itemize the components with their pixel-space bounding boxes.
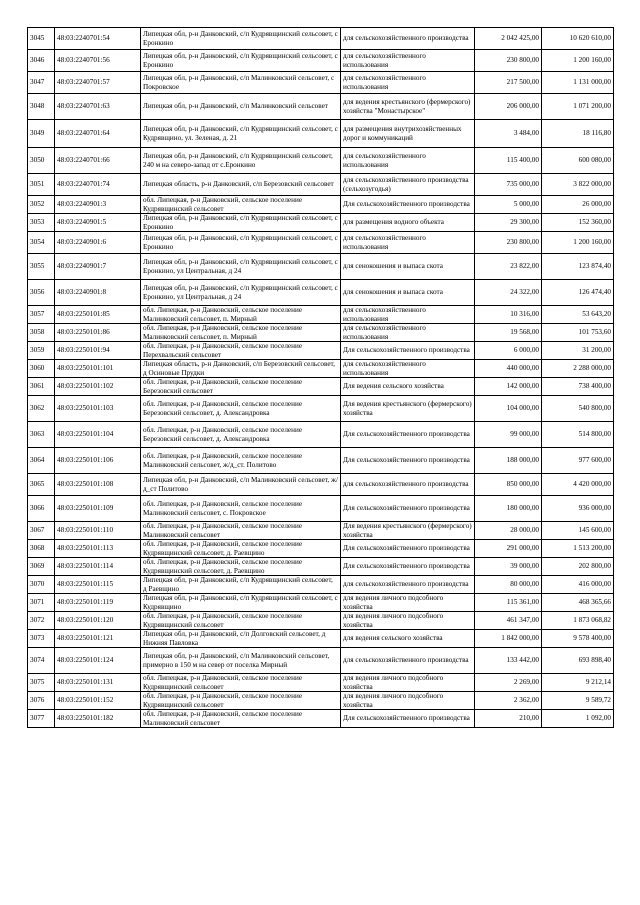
area-cell: 180 000,00 xyxy=(475,496,542,522)
table-body xyxy=(28,28,614,728)
row-number-cell: 3070 xyxy=(28,576,55,594)
row-number-cell: 3045 xyxy=(28,28,55,50)
area-cell: 210,00 xyxy=(475,710,542,728)
table-row xyxy=(28,254,614,280)
permitted-use-cell: для размещения водного объекта xyxy=(341,214,475,232)
permitted-use-cell: для ведения личного подсобного хозяйства xyxy=(341,612,475,630)
cadastral-number-cell: 48:03:2250101:85 xyxy=(55,306,141,324)
row-number-cell: 3046 xyxy=(28,50,55,72)
row-number-cell: 3053 xyxy=(28,214,55,232)
table-row xyxy=(28,196,614,214)
cadastral-value-cell: 1 131 000,00 xyxy=(542,72,614,94)
table-row xyxy=(28,594,614,612)
address-cell: обл. Липецкая, р-н Данковский, сельское поселение Кудрявщинский сельсовет xyxy=(141,612,341,630)
address-cell: Липецкая обл, р-н Данковский, с/п Малинковский сельсовет, с Покровское xyxy=(141,72,341,94)
area-cell: 2 042 425,00 xyxy=(475,28,542,50)
cadastral-number-cell: 48:03:2250101:131 xyxy=(55,674,141,692)
permitted-use-cell: Для сельскохозяйственного производства xyxy=(341,342,475,360)
permitted-use-cell: для сельскохозяйственного использования xyxy=(341,148,475,174)
permitted-use-cell: для сельскохозяйственного использования xyxy=(341,360,475,378)
table-row xyxy=(28,214,614,232)
area-cell: 461 347,00 xyxy=(475,612,542,630)
permitted-use-cell: для сельскохозяйственного производства xyxy=(341,648,475,674)
cadastral-value-cell: 18 116,80 xyxy=(542,120,614,148)
row-number-cell: 3071 xyxy=(28,594,55,612)
address-cell: обл. Липецкая, р-н Данковский, сельское поселение Кудрявщинский сельсовет xyxy=(141,674,341,692)
table-row xyxy=(28,630,614,648)
area-cell: 6 000,00 xyxy=(475,342,542,360)
table-row xyxy=(28,306,614,324)
table-row xyxy=(28,692,614,710)
cadastral-value-cell: 693 898,40 xyxy=(542,648,614,674)
cadastral-value-cell: 600 080,00 xyxy=(542,148,614,174)
row-number-cell: 3066 xyxy=(28,496,55,522)
area-cell: 133 442,00 xyxy=(475,648,542,674)
row-number-cell: 3051 xyxy=(28,174,55,196)
table-row xyxy=(28,422,614,448)
row-number-cell: 3056 xyxy=(28,280,55,306)
address-cell: обл. Липецкая, р-н Данковский, сельское поселение Малинковский сельсовет, ж/д_ст. Политово xyxy=(141,448,341,474)
cadastral-number-cell: 48:03:2250101:94 xyxy=(55,342,141,360)
cadastral-number-cell: 48:03:2240701:64 xyxy=(55,120,141,148)
cadastral-value-cell: 1 200 160,00 xyxy=(542,50,614,72)
row-number-cell: 3048 xyxy=(28,94,55,120)
table-row xyxy=(28,674,614,692)
cadastral-value-cell: 2 288 000,00 xyxy=(542,360,614,378)
permitted-use-cell: для сельскохозяйственного использования xyxy=(341,306,475,324)
table-row xyxy=(28,94,614,120)
table-row xyxy=(28,50,614,72)
area-cell: 29 300,00 xyxy=(475,214,542,232)
row-number-cell: 3049 xyxy=(28,120,55,148)
table-row xyxy=(28,342,614,360)
row-number-cell: 3073 xyxy=(28,630,55,648)
permitted-use-cell: для ведения крестьянского (фермерского) хозяйства "Монастырское" xyxy=(341,94,475,120)
permitted-use-cell: для сельскохозяйственного производства xyxy=(341,576,475,594)
table-row xyxy=(28,72,614,94)
address-cell: Липецкая обл, р-н Данковский, с/п Кудрявщинский сельсовет, д Раевщино xyxy=(141,576,341,594)
cadastral-value-cell: 126 474,40 xyxy=(542,280,614,306)
cadastral-number-cell: 48:03:2240701:56 xyxy=(55,50,141,72)
address-cell: Липецкая обл, р-н Данковский, с/п Кудрявщинский сельсовет, с Еронкино xyxy=(141,232,341,254)
row-number-cell: 3057 xyxy=(28,306,55,324)
cadastral-value-cell: 152 360,00 xyxy=(542,214,614,232)
permitted-use-cell: Для ведения крестьянского (фермерского) хозяйства xyxy=(341,396,475,422)
area-cell: 217 500,00 xyxy=(475,72,542,94)
cadastral-number-cell: 48:03:2250101:109 xyxy=(55,496,141,522)
permitted-use-cell: Для ведения сельского хозяйства xyxy=(341,378,475,396)
address-cell: Липецкая обл, р-н Данковский, с/п Кудрявщинский сельсовет, с Еронкино, ул Центральная, д 24 xyxy=(141,254,341,280)
cadastral-number-cell: 48:03:2240701:57 xyxy=(55,72,141,94)
area-cell: 39 000,00 xyxy=(475,558,542,576)
area-cell: 19 568,00 xyxy=(475,324,542,342)
cadastral-number-cell: 48:03:2250101:121 xyxy=(55,630,141,648)
cadastral-number-cell: 48:03:2250101:113 xyxy=(55,540,141,558)
cadastral-value-cell: 1 071 200,00 xyxy=(542,94,614,120)
cadastral-value-cell: 4 420 000,00 xyxy=(542,474,614,496)
area-cell: 80 000,00 xyxy=(475,576,542,594)
cadastral-value-cell: 26 000,00 xyxy=(542,196,614,214)
table-row xyxy=(28,378,614,396)
address-cell: обл. Липецкая, р-н Данковский, сельское поселение Малинковский сельсовет, п. Мирный xyxy=(141,306,341,324)
row-number-cell: 3067 xyxy=(28,522,55,540)
area-cell: 2 269,00 xyxy=(475,674,542,692)
table-row xyxy=(28,448,614,474)
area-cell: 10 316,00 xyxy=(475,306,542,324)
table-row xyxy=(28,648,614,674)
row-number-cell: 3068 xyxy=(28,540,55,558)
row-number-cell: 3074 xyxy=(28,648,55,674)
cadastral-value-cell: 1 200 160,00 xyxy=(542,232,614,254)
area-cell: 735 000,00 xyxy=(475,174,542,196)
cadastral-value-cell: 145 600,00 xyxy=(542,522,614,540)
cadastral-value-cell: 468 365,66 xyxy=(542,594,614,612)
row-number-cell: 3072 xyxy=(28,612,55,630)
row-number-cell: 3062 xyxy=(28,396,55,422)
cadastral-value-cell: 10 620 610,00 xyxy=(542,28,614,50)
address-cell: обл. Липецкая, р-н Данковский, сельское поселение Малинковский сельсовет, с. Покровское xyxy=(141,496,341,522)
permitted-use-cell: для сенокошения и выпаса скота xyxy=(341,254,475,280)
table-row xyxy=(28,360,614,378)
area-cell: 142 000,00 xyxy=(475,378,542,396)
cadastral-value-cell: 1 092,00 xyxy=(542,710,614,728)
cadastral-number-cell: 48:03:2250101:101 xyxy=(55,360,141,378)
cadastral-number-cell: 48:03:2250101:110 xyxy=(55,522,141,540)
address-cell: обл. Липецкая, р-н Данковский, сельское поселение Березовский сельсовет, д. Александровка xyxy=(141,396,341,422)
row-number-cell: 3075 xyxy=(28,674,55,692)
row-number-cell: 3047 xyxy=(28,72,55,94)
area-cell: 23 822,00 xyxy=(475,254,542,280)
area-cell: 850 000,00 xyxy=(475,474,542,496)
cadastral-value-cell: 977 600,00 xyxy=(542,448,614,474)
table-row xyxy=(28,474,614,496)
land-parcel-table xyxy=(27,27,614,728)
area-cell: 99 000,00 xyxy=(475,422,542,448)
permitted-use-cell: для сельскохозяйственного использования xyxy=(341,232,475,254)
permitted-use-cell: для ведения личного подсобного хозяйства xyxy=(341,674,475,692)
cadastral-number-cell: 48:03:2250101:106 xyxy=(55,448,141,474)
cadastral-number-cell: 48:03:2250101:182 xyxy=(55,710,141,728)
row-number-cell: 3055 xyxy=(28,254,55,280)
permitted-use-cell: Для сельскохозяйственного производства xyxy=(341,710,475,728)
cadastral-number-cell: 48:03:2240901:8 xyxy=(55,280,141,306)
address-cell: обл. Липецкая, р-н Данковский, сельское поселение Кудрявщинский сельсовет, д. Раевщино xyxy=(141,558,341,576)
table-row xyxy=(28,280,614,306)
row-number-cell: 3077 xyxy=(28,710,55,728)
row-number-cell: 3050 xyxy=(28,148,55,174)
table-row xyxy=(28,576,614,594)
cadastral-value-cell: 1 873 068,82 xyxy=(542,612,614,630)
permitted-use-cell: Для сельскохозяйственного производства xyxy=(341,558,475,576)
address-cell: Липецкая область, р-н Данковский, с/п Березовский сельсовет, д Осиновые Прудки xyxy=(141,360,341,378)
address-cell: Липецкая обл, р-н Данковский, с/п Долговский сельсовет, д Нижняя Павловка xyxy=(141,630,341,648)
table-row xyxy=(28,120,614,148)
cadastral-value-cell: 31 200,00 xyxy=(542,342,614,360)
table-row xyxy=(28,710,614,728)
address-cell: обл. Липецкая, р-н Данковский, сельское поселение Кудрявщинский сельсовет xyxy=(141,692,341,710)
permitted-use-cell: Для сельскохозяйственного производства xyxy=(341,496,475,522)
cadastral-number-cell: 48:03:2240901:5 xyxy=(55,214,141,232)
permitted-use-cell: для ведения личного подсобного хозяйства xyxy=(341,692,475,710)
area-cell: 291 000,00 xyxy=(475,540,542,558)
permitted-use-cell: для сенокошения и выпаса скота xyxy=(341,280,475,306)
row-number-cell: 3061 xyxy=(28,378,55,396)
area-cell: 230 800,00 xyxy=(475,232,542,254)
area-cell: 115 361,00 xyxy=(475,594,542,612)
area-cell: 440 000,00 xyxy=(475,360,542,378)
table-row xyxy=(28,232,614,254)
row-number-cell: 3063 xyxy=(28,422,55,448)
cadastral-value-cell: 202 800,00 xyxy=(542,558,614,576)
cadastral-value-cell: 3 822 000,00 xyxy=(542,174,614,196)
area-cell: 230 800,00 xyxy=(475,50,542,72)
cadastral-value-cell: 1 513 200,00 xyxy=(542,540,614,558)
permitted-use-cell: для сельскохозяйственного использования xyxy=(341,50,475,72)
table-row xyxy=(28,496,614,522)
address-cell: обл. Липецкая, р-н Данковский, сельское поселение Кудрявщинский сельсовет xyxy=(141,196,341,214)
table-row xyxy=(28,148,614,174)
cadastral-number-cell: 48:03:2250101:120 xyxy=(55,612,141,630)
address-cell: обл. Липецкая, р-н Данковский, сельское поселение Березовский сельсовет xyxy=(141,378,341,396)
address-cell: Липецкая обл, р-н Данковский, с/п Кудрявщинский сельсовет, с Кудрявщино xyxy=(141,594,341,612)
address-cell: Липецкая обл, р-н Данковский, с/п Малинковский сельсовет, ж/д_ст Политово xyxy=(141,474,341,496)
address-cell: Липецкая обл, р-н Данковский, с/п Кудрявщинский сельсовет, с Еронкино xyxy=(141,50,341,72)
permitted-use-cell: для сельскохозяйственного использования xyxy=(341,72,475,94)
area-cell: 28 000,00 xyxy=(475,522,542,540)
address-cell: обл. Липецкая, р-н Данковский, сельское поселение Малинковский сельсовет, п. Мирный xyxy=(141,324,341,342)
area-cell: 206 000,00 xyxy=(475,94,542,120)
address-cell: Липецкая обл, р-н Данковский, с/п Кудрявщинский сельсовет, с Еронкино, ул Центральная, д 24 xyxy=(141,280,341,306)
row-number-cell: 3065 xyxy=(28,474,55,496)
area-cell: 1 842 000,00 xyxy=(475,630,542,648)
address-cell: Липецкая обл, р-н Данковский, с/п Кудрявщинский сельсовет, с Еронкино xyxy=(141,28,341,50)
permitted-use-cell: Для сельскохозяйственного производства xyxy=(341,448,475,474)
cadastral-number-cell: 48:03:2240701:74 xyxy=(55,174,141,196)
row-number-cell: 3054 xyxy=(28,232,55,254)
address-cell: обл. Липецкая, р-н Данковский, сельское поселение Кудрявщинский сельсовет, д. Раевщино xyxy=(141,540,341,558)
cadastral-number-cell: 48:03:2250101:119 xyxy=(55,594,141,612)
cadastral-value-cell: 101 753,60 xyxy=(542,324,614,342)
address-cell: обл. Липецкая, р-н Данковский, сельское поселение Перехвальский сельсовет xyxy=(141,342,341,360)
area-cell: 2 362,00 xyxy=(475,692,542,710)
permitted-use-cell: Для сельскохозяйственного производства xyxy=(341,540,475,558)
permitted-use-cell: для сельскохозяйственного производства xyxy=(341,28,475,50)
row-number-cell: 3059 xyxy=(28,342,55,360)
cadastral-number-cell: 48:03:2240701:66 xyxy=(55,148,141,174)
address-cell: Липецкая обл, р-н Данковский, с/п Кудрявщинский сельсовет, с Кудрявщино, ул. Зеленая, д. 21 xyxy=(141,120,341,148)
table-row xyxy=(28,324,614,342)
permitted-use-cell: для ведения личного подсобного хозяйства xyxy=(341,594,475,612)
permitted-use-cell: для сельскохозяйственного производства xyxy=(341,474,475,496)
permitted-use-cell: Для сельскохозяйственного производства xyxy=(341,422,475,448)
cadastral-value-cell: 540 800,00 xyxy=(542,396,614,422)
address-cell: обл. Липецкая, р-н Данковский, сельское поселение Малинковский сельсовет xyxy=(141,522,341,540)
area-cell: 5 000,00 xyxy=(475,196,542,214)
table-row xyxy=(28,540,614,558)
row-number-cell: 3060 xyxy=(28,360,55,378)
permitted-use-cell: для ведения сельского хозяйства xyxy=(341,630,475,648)
cadastral-number-cell: 48:03:2250101:86 xyxy=(55,324,141,342)
cadastral-number-cell: 48:03:2250101:108 xyxy=(55,474,141,496)
cadastral-number-cell: 48:03:2250101:124 xyxy=(55,648,141,674)
address-cell: Липецкая область, р-н Данковский, с/п Березовский сельсовет xyxy=(141,174,341,196)
cadastral-number-cell: 48:03:2240901:3 xyxy=(55,196,141,214)
row-number-cell: 3069 xyxy=(28,558,55,576)
address-cell: Липецкая обл, р-н Данковский, с/п Малинковский сельсовет, примерно в 150 м на север от поселка Мирный xyxy=(141,648,341,674)
area-cell: 104 000,00 xyxy=(475,396,542,422)
cadastral-value-cell: 9 212,14 xyxy=(542,674,614,692)
row-number-cell: 3064 xyxy=(28,448,55,474)
cadastral-number-cell: 48:03:2250101:104 xyxy=(55,422,141,448)
cadastral-value-cell: 416 000,00 xyxy=(542,576,614,594)
area-cell: 3 484,00 xyxy=(475,120,542,148)
table-row xyxy=(28,612,614,630)
permitted-use-cell: для сельскохозяйственного производства (сельхозугодья) xyxy=(341,174,475,196)
address-cell: Липецкая обл, р-н Данковский, с/п Кудрявщинский сельсовет, с Еронкино xyxy=(141,214,341,232)
cadastral-number-cell: 48:03:2240901:6 xyxy=(55,232,141,254)
cadastral-number-cell: 48:03:2250101:114 xyxy=(55,558,141,576)
cadastral-value-cell: 53 643,20 xyxy=(542,306,614,324)
table-row xyxy=(28,174,614,196)
address-cell: обл. Липецкая, р-н Данковский, сельское поселение Малинковский сельсовет xyxy=(141,710,341,728)
cadastral-value-cell: 936 000,00 xyxy=(542,496,614,522)
table-row xyxy=(28,28,614,50)
cadastral-value-cell: 738 400,00 xyxy=(542,378,614,396)
row-number-cell: 3058 xyxy=(28,324,55,342)
cadastral-number-cell: 48:03:2250101:103 xyxy=(55,396,141,422)
row-number-cell: 3052 xyxy=(28,196,55,214)
cadastral-number-cell: 48:03:2240701:54 xyxy=(55,28,141,50)
permitted-use-cell: для размещения внутрихозяйственных дорог и коммуникаций xyxy=(341,120,475,148)
cadastral-number-cell: 48:03:2250101:152 xyxy=(55,692,141,710)
area-cell: 188 000,00 xyxy=(475,448,542,474)
cadastral-value-cell: 9 578 400,00 xyxy=(542,630,614,648)
table-row xyxy=(28,396,614,422)
permitted-use-cell: для сельскохозяйственного использования xyxy=(341,324,475,342)
area-cell: 24 322,00 xyxy=(475,280,542,306)
area-cell: 115 400,00 xyxy=(475,148,542,174)
cadastral-number-cell: 48:03:2240701:63 xyxy=(55,94,141,120)
address-cell: Липецкая обл, р-н Данковский, с/п Кудрявщинский сельсовет, 240 м на северо-запад от с.Еронкино xyxy=(141,148,341,174)
cadastral-number-cell: 48:03:2250101:115 xyxy=(55,576,141,594)
cadastral-value-cell: 123 874,40 xyxy=(542,254,614,280)
address-cell: обл. Липецкая, р-н Данковский, сельское поселение Березовский сельсовет, д. Александровка xyxy=(141,422,341,448)
cadastral-number-cell: 48:03:2240901:7 xyxy=(55,254,141,280)
table-row xyxy=(28,558,614,576)
row-number-cell: 3076 xyxy=(28,692,55,710)
address-cell: Липецкая обл, р-н Данковский, с/п Малинковский сельсовет xyxy=(141,94,341,120)
table-row xyxy=(28,522,614,540)
permitted-use-cell: Для сельскохозяйственного производства xyxy=(341,196,475,214)
cadastral-value-cell: 9 589,72 xyxy=(542,692,614,710)
permitted-use-cell: Для ведения крестьянского (фермерского) хозяйства xyxy=(341,522,475,540)
cadastral-value-cell: 514 800,00 xyxy=(542,422,614,448)
cadastral-number-cell: 48:03:2250101:102 xyxy=(55,378,141,396)
